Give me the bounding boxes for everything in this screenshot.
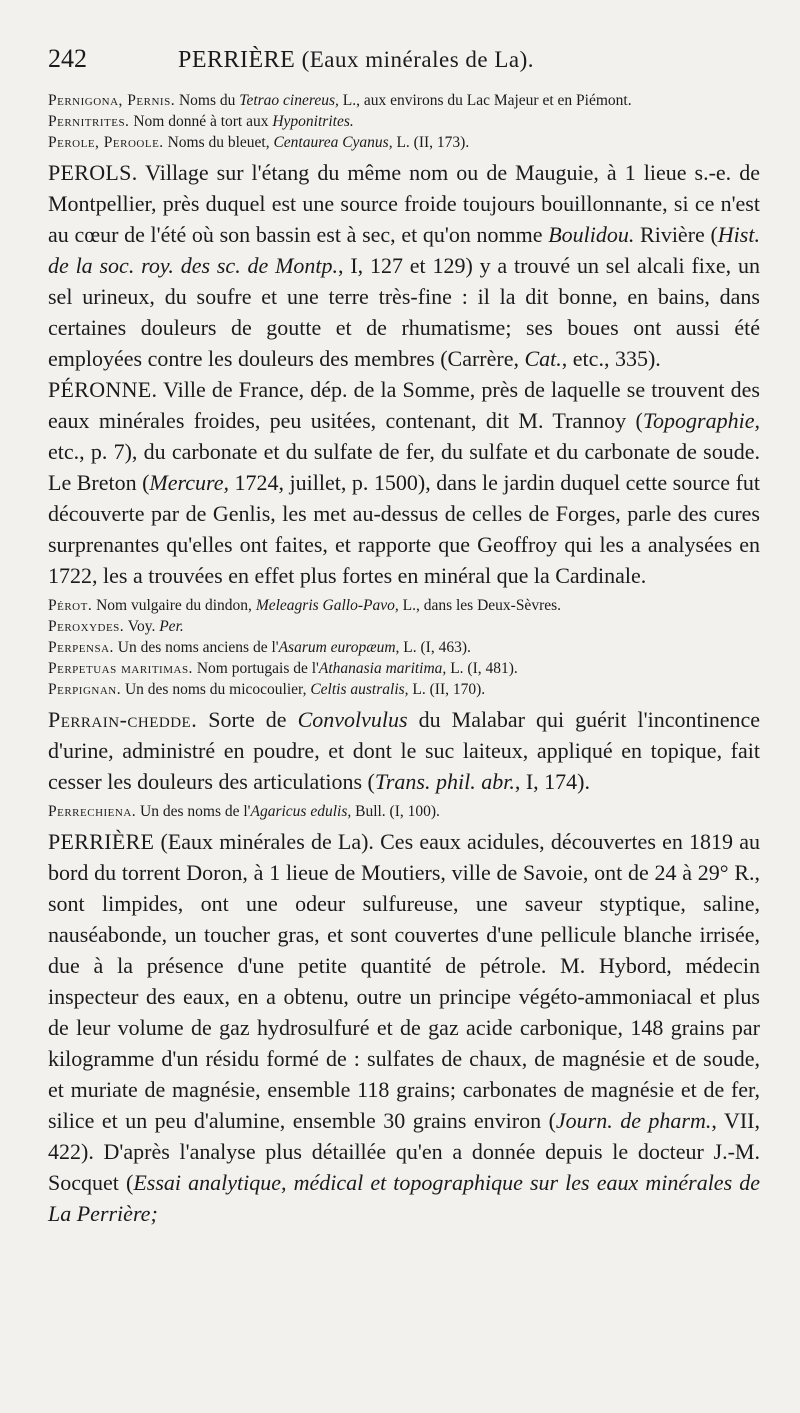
entry-perrechiena: Perrechiena. Un des noms de l'Agaricus edulis, Bull. (I, 100).	[48, 803, 440, 820]
running-title: PERRIÈRE (Eaux minérales de La).	[178, 47, 535, 73]
entry-peroxydes: Peroxydes. Voy. Per.	[48, 618, 184, 635]
entry-perot: Pérot. Nom vulgaire du dindon, Meleagris Gallo-Pavo, L., dans les Deux-Sèvres.	[48, 597, 562, 614]
entry-perpetuas: Perpetuas maritimas. Nom portugais de l'Athanasia maritima, L. (I, 481).	[48, 660, 518, 677]
entry-pernitrites: Pernitrites. Nom donné à tort aux Hyponitrites.	[48, 113, 354, 130]
entry-perrain-chedde: Perrain-chedde. Sorte de Convolvulus du Malabar qui guérit l'incontinence d'urine, administré en poudre, et dont le suc laiteux, appliqué en topique, fait cesser les douleurs des articulations (Trans. phil. abr., I, 174).	[48, 707, 760, 794]
entry-perole: Perole, Peroole. Noms du bleuet, Centaurea Cyanus, L. (II, 173).	[48, 134, 470, 151]
entry-perriere: PERRIÈRE (Eaux minérales de La). Ces eaux acidules, découvertes en 1819 au bord du torrent Doron, à 1 lieue de Moutiers, ville de Savoie, ont de 24 à 29° R., sont limpides, ont une odeur sulfureuse, une saveur styptique, saline, nauséabonde, un toucher gras, et sont couvertes d'une pellicule blanche irrisée, due à la présence d'une petite quantité de pétrole. M. Hybord, médecin inspecteur des eaux, en a obtenu, outre un principe végéto-ammoniacal et plus de leur volume de gaz hydrosulfuré et de gaz acide carbonique, 148 grains par kilogramme d'un résidu formé de : sulfates de chaux, de magnésie et de soude, et muriate de magnésie, ensemble 118 grains; carbonates de magnésie et de fer, silice et un peu d'alumine, ensemble 30 grains environ (Journ. de pharm., VII, 422). D'après l'analyse plus détaillée qu'en a donnée depuis le docteur J.-M. Socquet (Essai analytique, médical et topographique sur les eaux minérales de La Perrière;	[48, 829, 760, 1226]
entry-pernigona: Pernigona, Pernis. Noms du Tetrao cinereus, L., aux environs du Lac Majeur et en Piémont.	[48, 92, 632, 109]
page-number: 242	[48, 44, 87, 73]
entry-peronne: PÉRONNE. Ville de France, dép. de la Somme, près de laquelle se trouvent des eaux minérales froides, peu usitées, contenant, dit M. Trannoy (Topographie, etc., p. 7), du carbonate et du sulfate de fer, du sulfate et du carbonate de soude. Le Breton (Mercure, 1724, juillet, p. 1500), dans le jardin duquel cette source fut découverte par de Genlis, les met au-dessus de celles de Forges, parle des cures surprenantes qu'elles ont faites, et rapporte que Geoffroy qui les a analysées en 1722, les a trouvées en effet plus fortes en minéral que la Cardinale.	[48, 377, 761, 588]
running-head	[48, 44, 760, 84]
entry-perols: PEROLS. Village sur l'étang du même nom ou de Mauguie, à 1 lieue s.-e. de Montpellier, près duquel est une source froide toujours bouillonnante, si ce n'est au cœur de l'été où son bassin est à sec, et qu'on nomme Boulidou. Rivière (Hist. de la soc. roy. des sc. de Montp., I, 127 et 129) y a trouvé un sel alcali fixe, un sel urineux, du soufre et une terre très-fine : il la dit bonne, en bains, dans certaines douleurs de goutte et de rhumatisme; ses boues ont aussi été employées contre les douleurs des membres (Carrère, Cat., etc., 335).	[48, 160, 760, 371]
entry-perpignan: Perpignan. Un des noms du micocoulier, Celtis australis, L. (II, 170).	[48, 681, 486, 698]
entry-perpensa: Perpensa. Un des noms anciens de l'Asarum europæum, L. (I, 463).	[48, 639, 471, 656]
